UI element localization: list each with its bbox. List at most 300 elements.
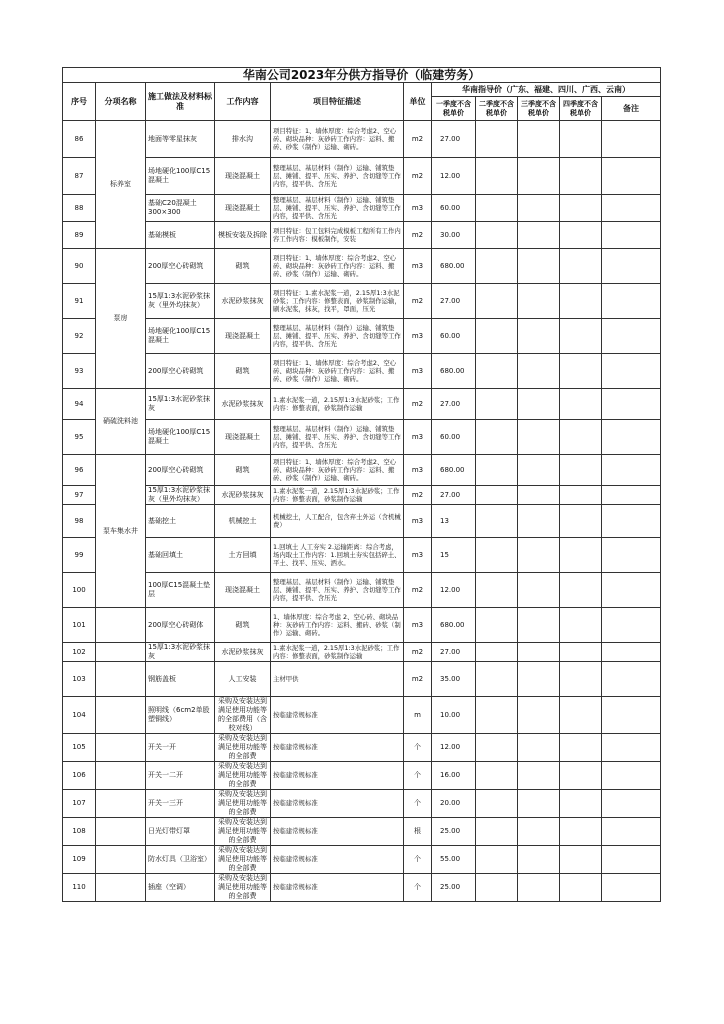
q4-price-cell	[560, 158, 602, 195]
q3-price-cell	[518, 389, 560, 420]
q2-price-cell	[476, 573, 518, 608]
q1-price-cell: 55.00	[432, 846, 476, 874]
note-cell	[602, 662, 661, 697]
note-cell	[602, 389, 661, 420]
category-cell	[96, 762, 146, 790]
q2-price-cell	[476, 389, 518, 420]
header-q3: 三季度不含税单价	[518, 97, 560, 121]
category-cell	[96, 608, 146, 643]
q4-price-cell	[560, 455, 602, 486]
table-row	[63, 697, 661, 734]
q3-price-cell	[518, 818, 560, 846]
unit-cell: m2	[404, 573, 432, 608]
unit-cell: m3	[404, 608, 432, 643]
q3-price-cell	[518, 734, 560, 762]
seq-cell: 96	[63, 455, 96, 486]
q2-price-cell	[476, 486, 518, 505]
feature-cell: 项目特征：包工包料完成模板工程所有工作内容工作内容：模板制作，安装	[271, 222, 404, 249]
seq-cell: 104	[63, 697, 96, 734]
work-cell: 采购及安装达到满足使用功能等的全部费用（含校对线）	[215, 697, 271, 734]
table-row	[63, 121, 661, 158]
q3-price-cell	[518, 195, 560, 222]
note-cell	[602, 284, 661, 319]
seq-cell: 105	[63, 734, 96, 762]
feature-cell: 1.素水泥浆一道，2.15厚1:3水泥砂浆；工作内容：修整表面，砂浆制作运输	[271, 486, 404, 505]
seq-cell: 102	[63, 643, 96, 662]
work-cell: 采购及安装达到满足使用功能等的全部费	[215, 762, 271, 790]
feature-cell: 项目特征：1、墙体厚度：综合考虑2、空心砖、砌块品种：灰砂砖工作内容：运料、搬砖、砂浆（制作）运输、砌砖。	[271, 121, 404, 158]
q1-price-cell: 10.00	[432, 697, 476, 734]
table-row	[63, 354, 661, 389]
unit-cell: m2	[404, 389, 432, 420]
work-cell: 模板安装及拆除	[215, 222, 271, 249]
q4-price-cell	[560, 319, 602, 354]
note-cell	[602, 455, 661, 486]
seq-cell: 99	[63, 538, 96, 573]
seq-cell: 89	[63, 222, 96, 249]
seq-cell: 95	[63, 420, 96, 455]
feature-cell: 项目特征：1、墙体厚度：综合考虑2、空心砖、砌块品种：灰砂砖工作内容：运料、搬砖、砂浆（制作）运输、砌砖。	[271, 455, 404, 486]
work-cell: 水泥砂浆抹灰	[215, 486, 271, 505]
q3-price-cell	[518, 420, 560, 455]
method-cell: 基础回填土	[146, 538, 215, 573]
feature-cell: 1.素水泥浆一道，2.15厚1:3水泥砂浆；工作内容：修整表面，砂浆制作运输	[271, 389, 404, 420]
note-cell	[602, 222, 661, 249]
note-cell	[602, 790, 661, 818]
work-cell: 现浇混凝土	[215, 573, 271, 608]
table-row	[63, 818, 661, 846]
q1-price-cell: 16.00	[432, 762, 476, 790]
note-cell	[602, 121, 661, 158]
q4-price-cell	[560, 734, 602, 762]
q3-price-cell	[518, 662, 560, 697]
table-row	[63, 734, 661, 762]
q2-price-cell	[476, 608, 518, 643]
unit-cell: m3	[404, 195, 432, 222]
header-method: 施工做法及材料标准	[146, 83, 215, 121]
unit-cell: 根	[404, 818, 432, 846]
q4-price-cell	[560, 420, 602, 455]
q1-price-cell: 27.00	[432, 389, 476, 420]
method-cell: 15厚1:3水泥砂浆抹灰（里外均抹灰）	[146, 284, 215, 319]
feature-cell: 1.素水泥浆一道，2.15厚1:3水泥砂浆；工作内容：修整表面，砂浆制作运输	[271, 643, 404, 662]
table-row	[63, 389, 661, 420]
table-row	[63, 762, 661, 790]
feature-cell: 整理基层、基层材料（制作）运输、铺筑垫层、摊铺、提平、压实、养护、含切缝等工作内容，提平供、含压光	[271, 195, 404, 222]
feature-cell: 1.回填土 人工夯实 2.运输距离：综合考虑，场内取土工作内容：1.回填土夯实包括碎土、平土、找平、压实、洒水。	[271, 538, 404, 573]
q3-price-cell	[518, 573, 560, 608]
unit-cell: m3	[404, 420, 432, 455]
q1-price-cell: 27.00	[432, 284, 476, 319]
unit-cell: m2	[404, 643, 432, 662]
unit-cell: m2	[404, 158, 432, 195]
unit-cell: m2	[404, 284, 432, 319]
q1-price-cell: 27.00	[432, 643, 476, 662]
unit-cell: 个	[404, 874, 432, 902]
unit-cell: m	[404, 697, 432, 734]
seq-cell: 100	[63, 573, 96, 608]
q4-price-cell	[560, 538, 602, 573]
work-cell: 砌筑	[215, 249, 271, 284]
table-row	[63, 284, 661, 319]
seq-cell: 86	[63, 121, 96, 158]
q4-price-cell	[560, 846, 602, 874]
price-table	[62, 67, 661, 902]
table-row	[63, 874, 661, 902]
work-cell: 排水沟	[215, 121, 271, 158]
method-cell: 场地硬化100厚C15混凝土	[146, 420, 215, 455]
header-q1: 一季度不含税单价	[432, 97, 476, 121]
q1-price-cell: 60.00	[432, 195, 476, 222]
method-cell: 200厚空心砖砌筑	[146, 354, 215, 389]
q2-price-cell	[476, 158, 518, 195]
note-cell	[602, 505, 661, 538]
header-feature: 项目特征描述	[271, 83, 404, 121]
seq-cell: 98	[63, 505, 96, 538]
feature-cell: 按临建常规标准	[271, 846, 404, 874]
feature-cell: 整理基层、基层材料（制作）运输、铺筑垫层、摊铺、提平、压实、养护、含切缝等工作内容，提平供、含压光	[271, 573, 404, 608]
q2-price-cell	[476, 643, 518, 662]
q2-price-cell	[476, 249, 518, 284]
q2-price-cell	[476, 662, 518, 697]
work-cell: 现浇混凝土	[215, 158, 271, 195]
q3-price-cell	[518, 222, 560, 249]
method-cell: 基础C20混凝土300×300	[146, 195, 215, 222]
q1-price-cell: 12.00	[432, 734, 476, 762]
method-cell: 100厚C15混凝土垫层	[146, 573, 215, 608]
feature-cell: 按临建常规标准	[271, 697, 404, 734]
work-cell: 采购及安装达到满足使用功能等的全部费	[215, 874, 271, 902]
seq-cell: 88	[63, 195, 96, 222]
method-cell: 场地硬化100厚C15混凝土	[146, 319, 215, 354]
seq-cell: 109	[63, 846, 96, 874]
table-row	[63, 249, 661, 284]
q3-price-cell	[518, 455, 560, 486]
q2-price-cell	[476, 697, 518, 734]
work-cell: 水泥砂浆抹灰	[215, 284, 271, 319]
method-cell: 200厚空心砖砌体	[146, 608, 215, 643]
unit-cell: 个	[404, 762, 432, 790]
header-q2: 二季度不含税单价	[476, 97, 518, 121]
q4-price-cell	[560, 505, 602, 538]
q1-price-cell: 12.00	[432, 158, 476, 195]
table-row	[63, 538, 661, 573]
note-cell	[602, 697, 661, 734]
q4-price-cell	[560, 486, 602, 505]
header-work: 工作内容	[215, 83, 271, 121]
method-cell: 场地硬化100厚C15混凝土	[146, 158, 215, 195]
q4-price-cell	[560, 762, 602, 790]
category-cell: 泵车集水井	[96, 455, 146, 608]
feature-cell: 按临建常规标准	[271, 818, 404, 846]
q3-price-cell	[518, 249, 560, 284]
category-cell	[96, 662, 146, 697]
table-row	[63, 643, 661, 662]
work-cell: 采购及安装达到满足使用功能等的全部费	[215, 818, 271, 846]
seq-cell: 87	[63, 158, 96, 195]
seq-cell: 106	[63, 762, 96, 790]
table-row	[63, 486, 661, 505]
seq-cell: 91	[63, 284, 96, 319]
seq-cell: 101	[63, 608, 96, 643]
feature-cell: 机械挖土，人工配合，包含弃土外运（含机械费）	[271, 505, 404, 538]
feature-cell: 按临建常规标准	[271, 762, 404, 790]
q2-price-cell	[476, 420, 518, 455]
header-q4: 四季度不含税单价	[560, 97, 602, 121]
q4-price-cell	[560, 222, 602, 249]
q4-price-cell	[560, 389, 602, 420]
q1-price-cell: 680.00	[432, 455, 476, 486]
work-cell: 采购及安装达到满足使用功能等的全部费	[215, 846, 271, 874]
header-category: 分项名称	[96, 83, 146, 121]
category-cell	[96, 846, 146, 874]
header-unit: 单位	[404, 83, 432, 121]
method-cell: 15厚1:3水泥砂浆抹灰（里外均抹灰）	[146, 486, 215, 505]
method-cell: 开关一二开	[146, 762, 215, 790]
method-cell: 开关一三开	[146, 790, 215, 818]
note-cell	[602, 158, 661, 195]
note-cell	[602, 846, 661, 874]
unit-cell: m3	[404, 319, 432, 354]
table-row	[63, 790, 661, 818]
table-row	[63, 846, 661, 874]
q1-price-cell: 27.00	[432, 486, 476, 505]
category-cell	[96, 734, 146, 762]
q3-price-cell	[518, 643, 560, 662]
method-cell: 地面等零星抹灰	[146, 121, 215, 158]
work-cell: 机械挖土	[215, 505, 271, 538]
header-region-group: 华南指导价（广东、福建、四川、广西、云南）	[432, 83, 661, 97]
q4-price-cell	[560, 249, 602, 284]
note-cell	[602, 486, 661, 505]
unit-cell: m3	[404, 354, 432, 389]
q3-price-cell	[518, 608, 560, 643]
category-cell	[96, 818, 146, 846]
q1-price-cell: 27.00	[432, 121, 476, 158]
q4-price-cell	[560, 195, 602, 222]
seq-cell: 90	[63, 249, 96, 284]
q2-price-cell	[476, 455, 518, 486]
note-cell	[602, 249, 661, 284]
note-cell	[602, 538, 661, 573]
feature-cell: 整理基层、基层材料（制作）运输、铺筑垫层、摊铺、提平、压实、养护、含切缝等工作内容，提平供、含压光	[271, 319, 404, 354]
q3-price-cell	[518, 486, 560, 505]
work-cell: 现浇混凝土	[215, 420, 271, 455]
q1-price-cell: 35.00	[432, 662, 476, 697]
note-cell	[602, 734, 661, 762]
q2-price-cell	[476, 846, 518, 874]
q2-price-cell	[476, 538, 518, 573]
method-cell: 日光灯带灯罩	[146, 818, 215, 846]
work-cell: 砌筑	[215, 608, 271, 643]
note-cell	[602, 874, 661, 902]
category-cell: 泵房	[96, 249, 146, 389]
seq-cell: 92	[63, 319, 96, 354]
feature-cell: 整理基层、基层材料（制作）运输、铺筑垫层、摊铺、提平、压实、养护、含切缝等工作内容，提平供、含压光	[271, 158, 404, 195]
seq-cell: 94	[63, 389, 96, 420]
feature-cell: 主材甲供	[271, 662, 404, 697]
unit-cell: m3	[404, 455, 432, 486]
note-cell	[602, 818, 661, 846]
q3-price-cell	[518, 874, 560, 902]
q4-price-cell	[560, 354, 602, 389]
header-note: 备注	[602, 97, 661, 121]
seq-cell: 103	[63, 662, 96, 697]
unit-cell: m3	[404, 505, 432, 538]
q4-price-cell	[560, 573, 602, 608]
method-cell: 照明线（6cm2单股塑铜线）	[146, 697, 215, 734]
q2-price-cell	[476, 874, 518, 902]
q3-price-cell	[518, 538, 560, 573]
q1-price-cell: 12.00	[432, 573, 476, 608]
work-cell: 现浇混凝土	[215, 319, 271, 354]
q4-price-cell	[560, 697, 602, 734]
q3-price-cell	[518, 354, 560, 389]
work-cell: 采购及安装达到满足使用功能等的全部费	[215, 790, 271, 818]
feature-cell: 整理基层、基层材料（制作）运输、铺筑垫层、摊铺、提平、压实、养护、含切缝等工作内容，提平供、含压光	[271, 420, 404, 455]
table-row	[63, 662, 661, 697]
q2-price-cell	[476, 762, 518, 790]
feature-cell: 项目特征：1.素水泥浆一道，2.15厚1:3水泥砂浆；工作内容：修整表面，砂浆制作运输，刷水泥浆，抹灰，找平，罩面，压光	[271, 284, 404, 319]
q3-price-cell	[518, 790, 560, 818]
q2-price-cell	[476, 284, 518, 319]
q1-price-cell: 60.00	[432, 319, 476, 354]
q2-price-cell	[476, 734, 518, 762]
q4-price-cell	[560, 284, 602, 319]
unit-cell: m2	[404, 486, 432, 505]
unit-cell: m3	[404, 249, 432, 284]
seq-cell: 97	[63, 486, 96, 505]
feature-cell: 按临建常规标准	[271, 734, 404, 762]
q1-price-cell: 25.00	[432, 874, 476, 902]
seq-cell: 108	[63, 818, 96, 846]
category-cell: 硝硫洗料池	[96, 389, 146, 455]
q4-price-cell	[560, 643, 602, 662]
feature-cell: 按临建常规标准	[271, 790, 404, 818]
q4-price-cell	[560, 121, 602, 158]
table-row	[63, 505, 661, 538]
table-row	[63, 420, 661, 455]
work-cell: 土方回填	[215, 538, 271, 573]
q3-price-cell	[518, 319, 560, 354]
work-cell: 水泥砂浆抹灰	[215, 389, 271, 420]
q3-price-cell	[518, 121, 560, 158]
work-cell: 水泥砂浆抹灰	[215, 643, 271, 662]
feature-cell: 项目特征：1、墙体厚度：综合考虑2、空心砖、砌块品种：灰砂砖工作内容：运料、搬砖、砂浆（制作）运输、砌砖。	[271, 354, 404, 389]
work-cell: 采购及安装达到满足使用功能等的全部费	[215, 734, 271, 762]
unit-cell: m2	[404, 121, 432, 158]
q2-price-cell	[476, 195, 518, 222]
q2-price-cell	[476, 505, 518, 538]
table-row	[63, 573, 661, 608]
q3-price-cell	[518, 505, 560, 538]
unit-cell: m3	[404, 538, 432, 573]
note-cell	[602, 195, 661, 222]
method-cell: 防水灯具（卫浴室）	[146, 846, 215, 874]
method-cell: 200厚空心砖砌筑	[146, 455, 215, 486]
table-row	[63, 319, 661, 354]
note-cell	[602, 354, 661, 389]
q1-price-cell: 20.00	[432, 790, 476, 818]
q3-price-cell	[518, 284, 560, 319]
feature-cell: 按临建常规标准	[271, 874, 404, 902]
q2-price-cell	[476, 818, 518, 846]
header-seq: 序号	[63, 83, 96, 121]
q1-price-cell: 25.00	[432, 818, 476, 846]
feature-cell: 1、墙体厚度：综合考虑 2、空心砖、砌块品种：灰砂砖工作内容：运料、搬砖、砂浆（制作）运输、砌砖。	[271, 608, 404, 643]
q1-price-cell: 680.00	[432, 608, 476, 643]
seq-cell: 110	[63, 874, 96, 902]
q1-price-cell: 13	[432, 505, 476, 538]
q4-price-cell	[560, 790, 602, 818]
table-row	[63, 222, 661, 249]
seq-cell: 93	[63, 354, 96, 389]
note-cell	[602, 573, 661, 608]
method-cell: 15厚1:3水泥砂浆抹灰	[146, 643, 215, 662]
q2-price-cell	[476, 790, 518, 818]
q1-price-cell: 680.00	[432, 249, 476, 284]
q2-price-cell	[476, 354, 518, 389]
method-cell: 15厚1:3水泥砂浆抹灰	[146, 389, 215, 420]
q2-price-cell	[476, 222, 518, 249]
unit-cell: 个	[404, 734, 432, 762]
table-row	[63, 608, 661, 643]
q4-price-cell	[560, 608, 602, 643]
unit-cell: m2	[404, 222, 432, 249]
note-cell	[602, 608, 661, 643]
q3-price-cell	[518, 846, 560, 874]
seq-cell: 107	[63, 790, 96, 818]
q4-price-cell	[560, 662, 602, 697]
method-cell: 钢筋盖板	[146, 662, 215, 697]
q1-price-cell: 60.00	[432, 420, 476, 455]
q3-price-cell	[518, 158, 560, 195]
category-cell	[96, 643, 146, 662]
table-row	[63, 158, 661, 195]
table-row	[63, 195, 661, 222]
note-cell	[602, 420, 661, 455]
table-row	[63, 455, 661, 486]
work-cell: 现浇混凝土	[215, 195, 271, 222]
table-title: 华南公司2023年分供方指导价（临建劳务）	[63, 68, 661, 83]
q1-price-cell: 30.00	[432, 222, 476, 249]
category-cell: 标养室	[96, 121, 146, 249]
category-cell	[96, 874, 146, 902]
q1-price-cell: 15	[432, 538, 476, 573]
unit-cell: m2	[404, 662, 432, 697]
method-cell: 开关一开	[146, 734, 215, 762]
note-cell	[602, 762, 661, 790]
method-cell: 200厚空心砖砌筑	[146, 249, 215, 284]
category-cell	[96, 790, 146, 818]
method-cell: 插座（空调）	[146, 874, 215, 902]
unit-cell: 个	[404, 790, 432, 818]
q4-price-cell	[560, 874, 602, 902]
note-cell	[602, 643, 661, 662]
category-cell	[96, 697, 146, 734]
q2-price-cell	[476, 319, 518, 354]
method-cell: 基础模板	[146, 222, 215, 249]
q3-price-cell	[518, 762, 560, 790]
q3-price-cell	[518, 697, 560, 734]
method-cell: 基础挖土	[146, 505, 215, 538]
work-cell: 砌筑	[215, 455, 271, 486]
note-cell	[602, 319, 661, 354]
q4-price-cell	[560, 818, 602, 846]
feature-cell: 项目特征：1、墙体厚度：综合考虑2、空心砖、砌块品种：灰砂砖工作内容：运料、搬砖、砂浆（制作）运输、砌砖。	[271, 249, 404, 284]
work-cell: 人工安装	[215, 662, 271, 697]
q1-price-cell: 680.00	[432, 354, 476, 389]
